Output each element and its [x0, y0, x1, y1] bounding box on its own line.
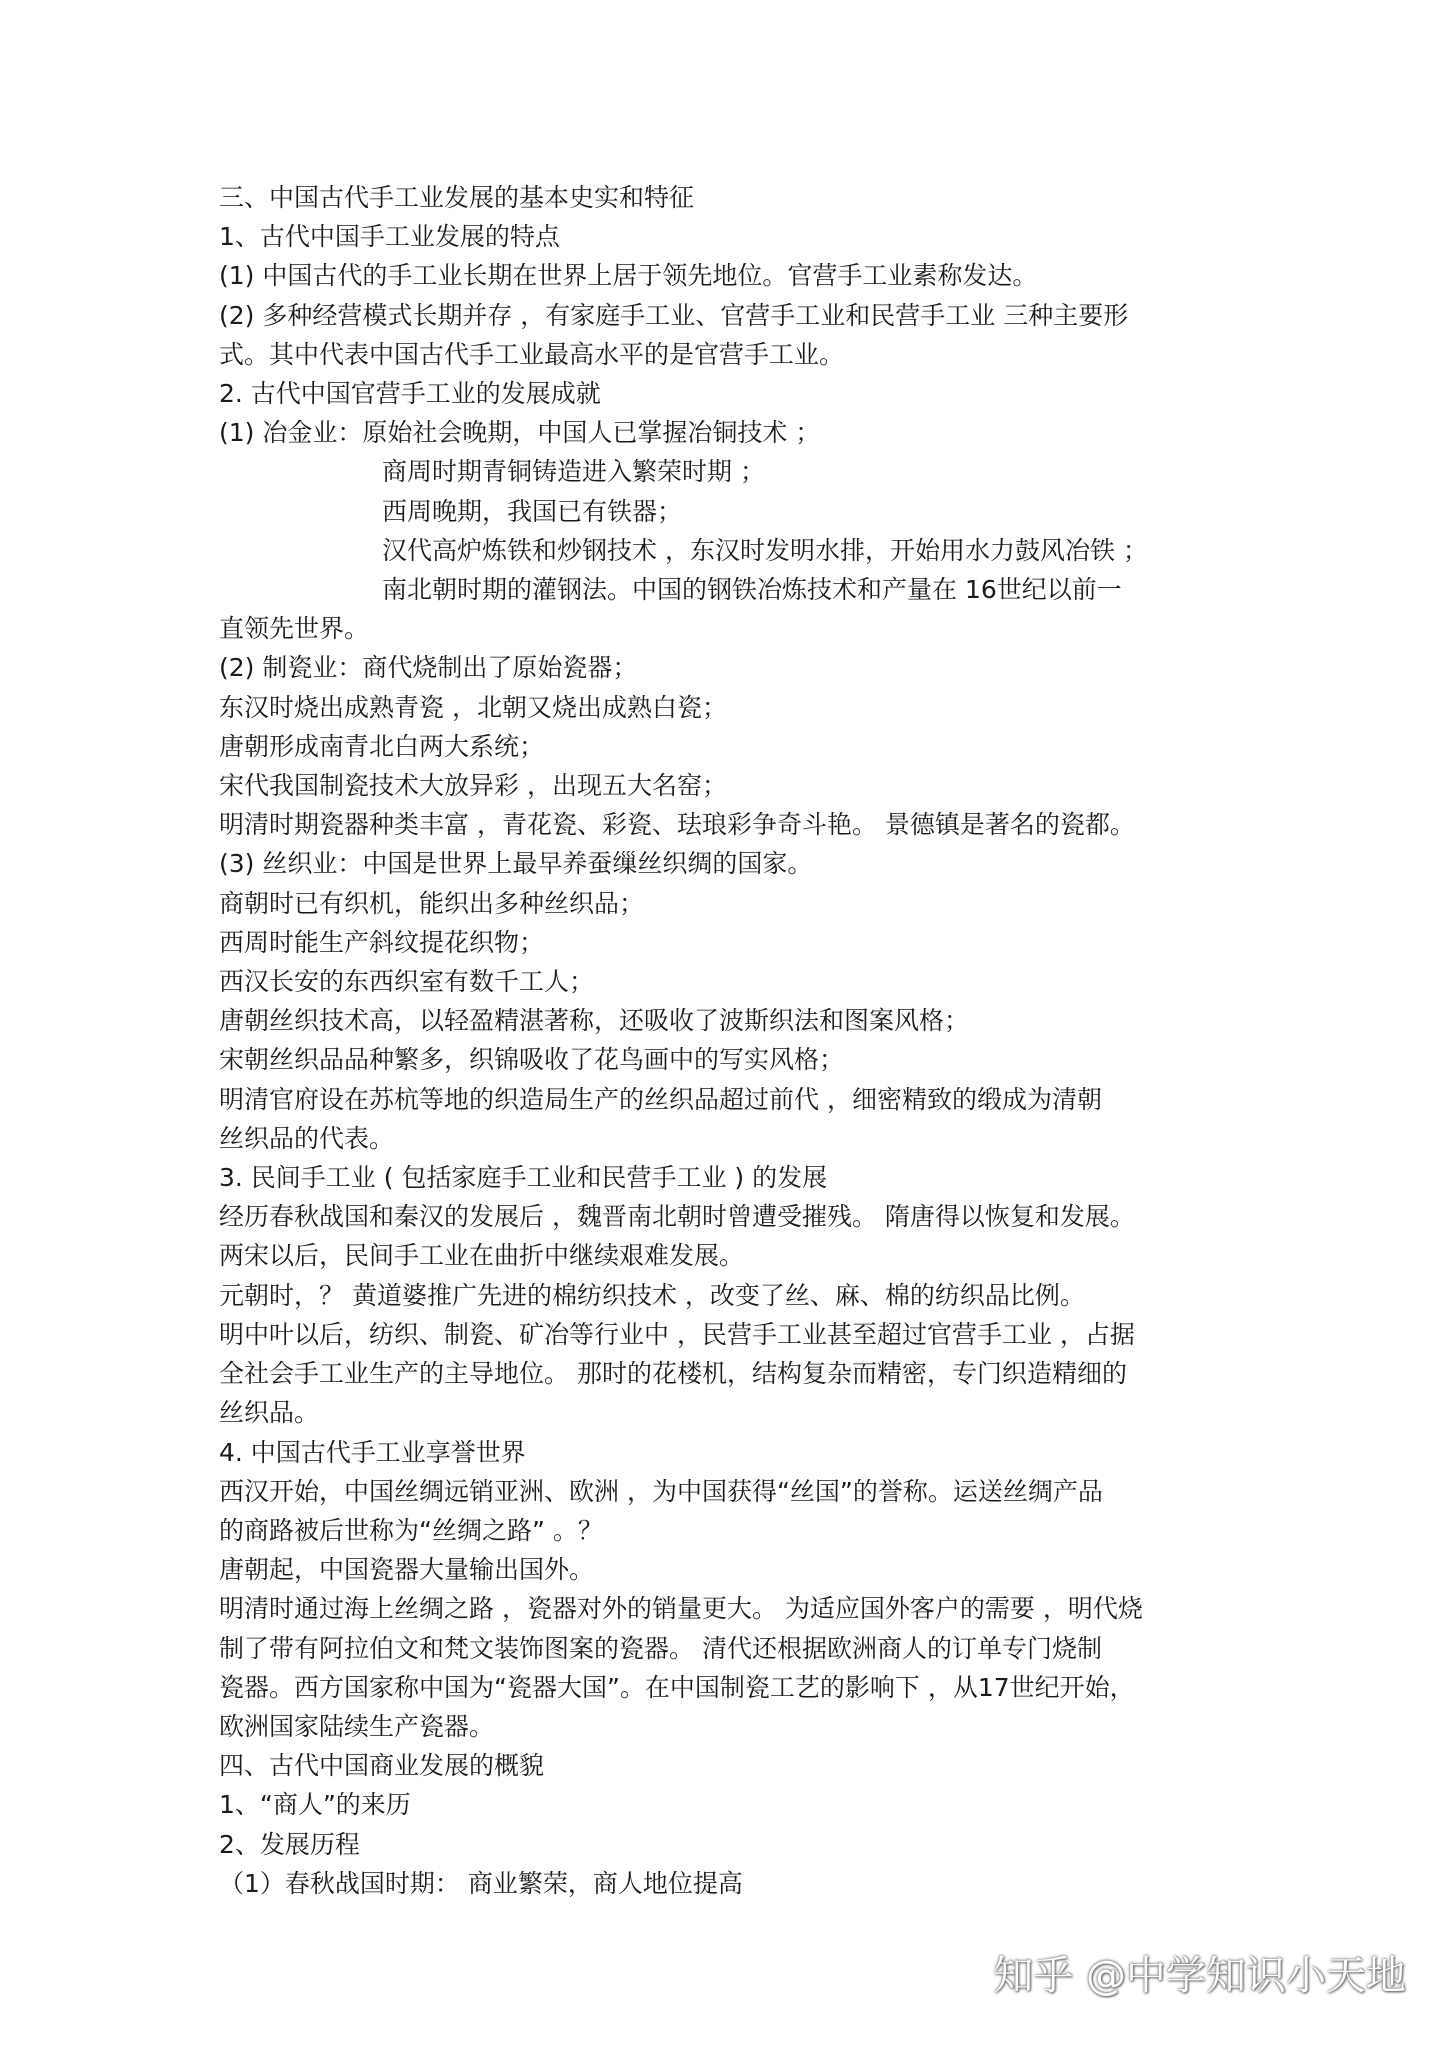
- text-line: 明中叶以后，纺织、制瓷、矿冶等行业中 ，民营手工业甚至超过官营手工业 ，占据: [219, 1319, 1135, 1349]
- text-line: 明清时期瓷器种类丰富 ，青花瓷、彩瓷、珐琅彩争奇斗艳。 景德镇是著名的瓷都。: [219, 810, 1135, 840]
- text-line: 经历春秋战国和秦汉的发展后 ，魏晋南北朝时曾遭受摧残。 隋唐得以恢复和发展。: [219, 1202, 1135, 1232]
- subheading-1: 1、古代中国手工业发展的特点: [219, 222, 560, 252]
- text-line: (1) 中国古代的手工业长期在世界上居于领先地位。官营手工业素称发达。: [219, 261, 1038, 291]
- text-line: 丝织品。: [219, 1398, 320, 1428]
- text-line: 西汉开始，中国丝绸远销亚洲、欧洲 ，为中国获得“丝国”的誉称。运送丝绸产品: [219, 1476, 1103, 1506]
- text-line: 东汉时烧出成熟青瓷 ，北朝又烧出成熟白瓷；: [219, 692, 727, 722]
- text-line: 唐朝形成南青北白两大系统；: [219, 731, 545, 761]
- text-line: （1）春秋战国时期： 商业繁荣，商人地位提高: [219, 1868, 743, 1898]
- text-line: 制了带有阿拉伯文和梵文装饰图案的瓷器。 清代还根据欧洲商人的订单专门烧制: [219, 1633, 1102, 1663]
- text-line: 欧洲国家陆续生产瓷器。: [219, 1711, 495, 1741]
- text-line: 商朝时已有织机，能织出多种丝织品；: [219, 888, 645, 918]
- text-line: (3) 丝织业：中国是世界上最早养蚕缫丝织绸的国家。: [219, 849, 813, 879]
- text-line-indented: 西周晚期，我国已有铁器；: [382, 496, 683, 526]
- subheading-2: 2、发展历程: [219, 1829, 360, 1859]
- section-heading-3: 三、中国古代手工业发展的基本史实和特征: [219, 183, 695, 212]
- text-line: 瓷器。西方国家称中国为“瓷器大国”。在中国制瓷工艺的影响下 ，从17世纪开始，: [219, 1672, 1135, 1702]
- text-line: 宋朝丝织品品种繁多，织锦吸收了花鸟画中的写实风格；: [219, 1045, 845, 1075]
- text-line-indented: 南北朝时期的灌钢法。中国的钢铁冶炼技术和产量在 16世纪以前一: [382, 575, 1122, 605]
- text-line: 直领先世界。: [219, 614, 370, 644]
- subheading-1: 1、“商人”的来历: [219, 1790, 411, 1820]
- text-line: 明清时通过海上丝绸之路 ，瓷器对外的销量更大。 为适应国外客户的需要 ，明代烧: [219, 1594, 1143, 1624]
- subheading-3: 3. 民间手工业 ( 包括家庭手工业和民营手工业 ) 的发展: [219, 1163, 828, 1193]
- text-line: 元朝时，？ 黄道婆推广先进的棉纺织技术 ，改变了丝、麻、棉的纺织品比例。: [219, 1280, 1085, 1310]
- text-line-indented: 汉代高炉炼铁和炒钢技术 ，东汉时发明水排，开始用水力鼓风冶铁 ；: [382, 535, 1148, 565]
- text-line: 两宋以后，民间手工业在曲折中继续艰难发展。: [219, 1241, 745, 1271]
- text-line: (2) 制瓷业：商代烧制出了原始瓷器；: [219, 653, 638, 683]
- subheading-2: 2. 古代中国官营手工业的发展成就: [219, 379, 601, 409]
- text-line-indented: 商周时期青铜铸造进入繁荣时期 ；: [382, 457, 765, 487]
- text-line: 宋代我国制瓷技术大放异彩 ，出现五大名窑；: [219, 771, 727, 801]
- watermark: 知乎 @中学知识小天地: [993, 1953, 1406, 1999]
- text-line: 的商路被后世称为“丝绸之路” 。？: [219, 1515, 603, 1545]
- text-line: 西汉长安的东西织室有数千工人；: [219, 967, 595, 997]
- text-line: 西周时能生产斜纹提花织物；: [219, 927, 545, 957]
- document-body: [219, 178, 1239, 1903]
- text-line: 式。其中代表中国古代手工业最高水平的是官营手工业。: [219, 339, 845, 369]
- text-line: 全社会手工业生产的主导地位。 那时的花楼机，结构复杂而精密，专门织造精细的: [219, 1359, 1127, 1389]
- text-line: 明清官府设在苏杭等地的织造局生产的丝织品超过前代 ，细密精致的缎成为清朝: [219, 1084, 1102, 1114]
- text-line: (1) 冶金业：原始社会晚期，中国人已掌握冶铜技术 ；: [219, 418, 821, 448]
- text-line: 唐朝起，中国瓷器大量输出国外。: [219, 1555, 595, 1585]
- text-line: (2) 多种经营模式长期并存 ，有家庭手工业、官营手工业和民营手工业 三种主要形: [219, 300, 1129, 330]
- text-line: 唐朝丝织技术高，以轻盈精湛著称，还吸收了波斯织法和图案风格；: [219, 1006, 970, 1036]
- section-heading-4: 四、古代中国商业发展的概貌: [219, 1751, 545, 1781]
- text-line: 丝织品的代表。: [219, 1123, 395, 1153]
- subheading-4: 4. 中国古代手工业享誉世界: [219, 1437, 526, 1467]
